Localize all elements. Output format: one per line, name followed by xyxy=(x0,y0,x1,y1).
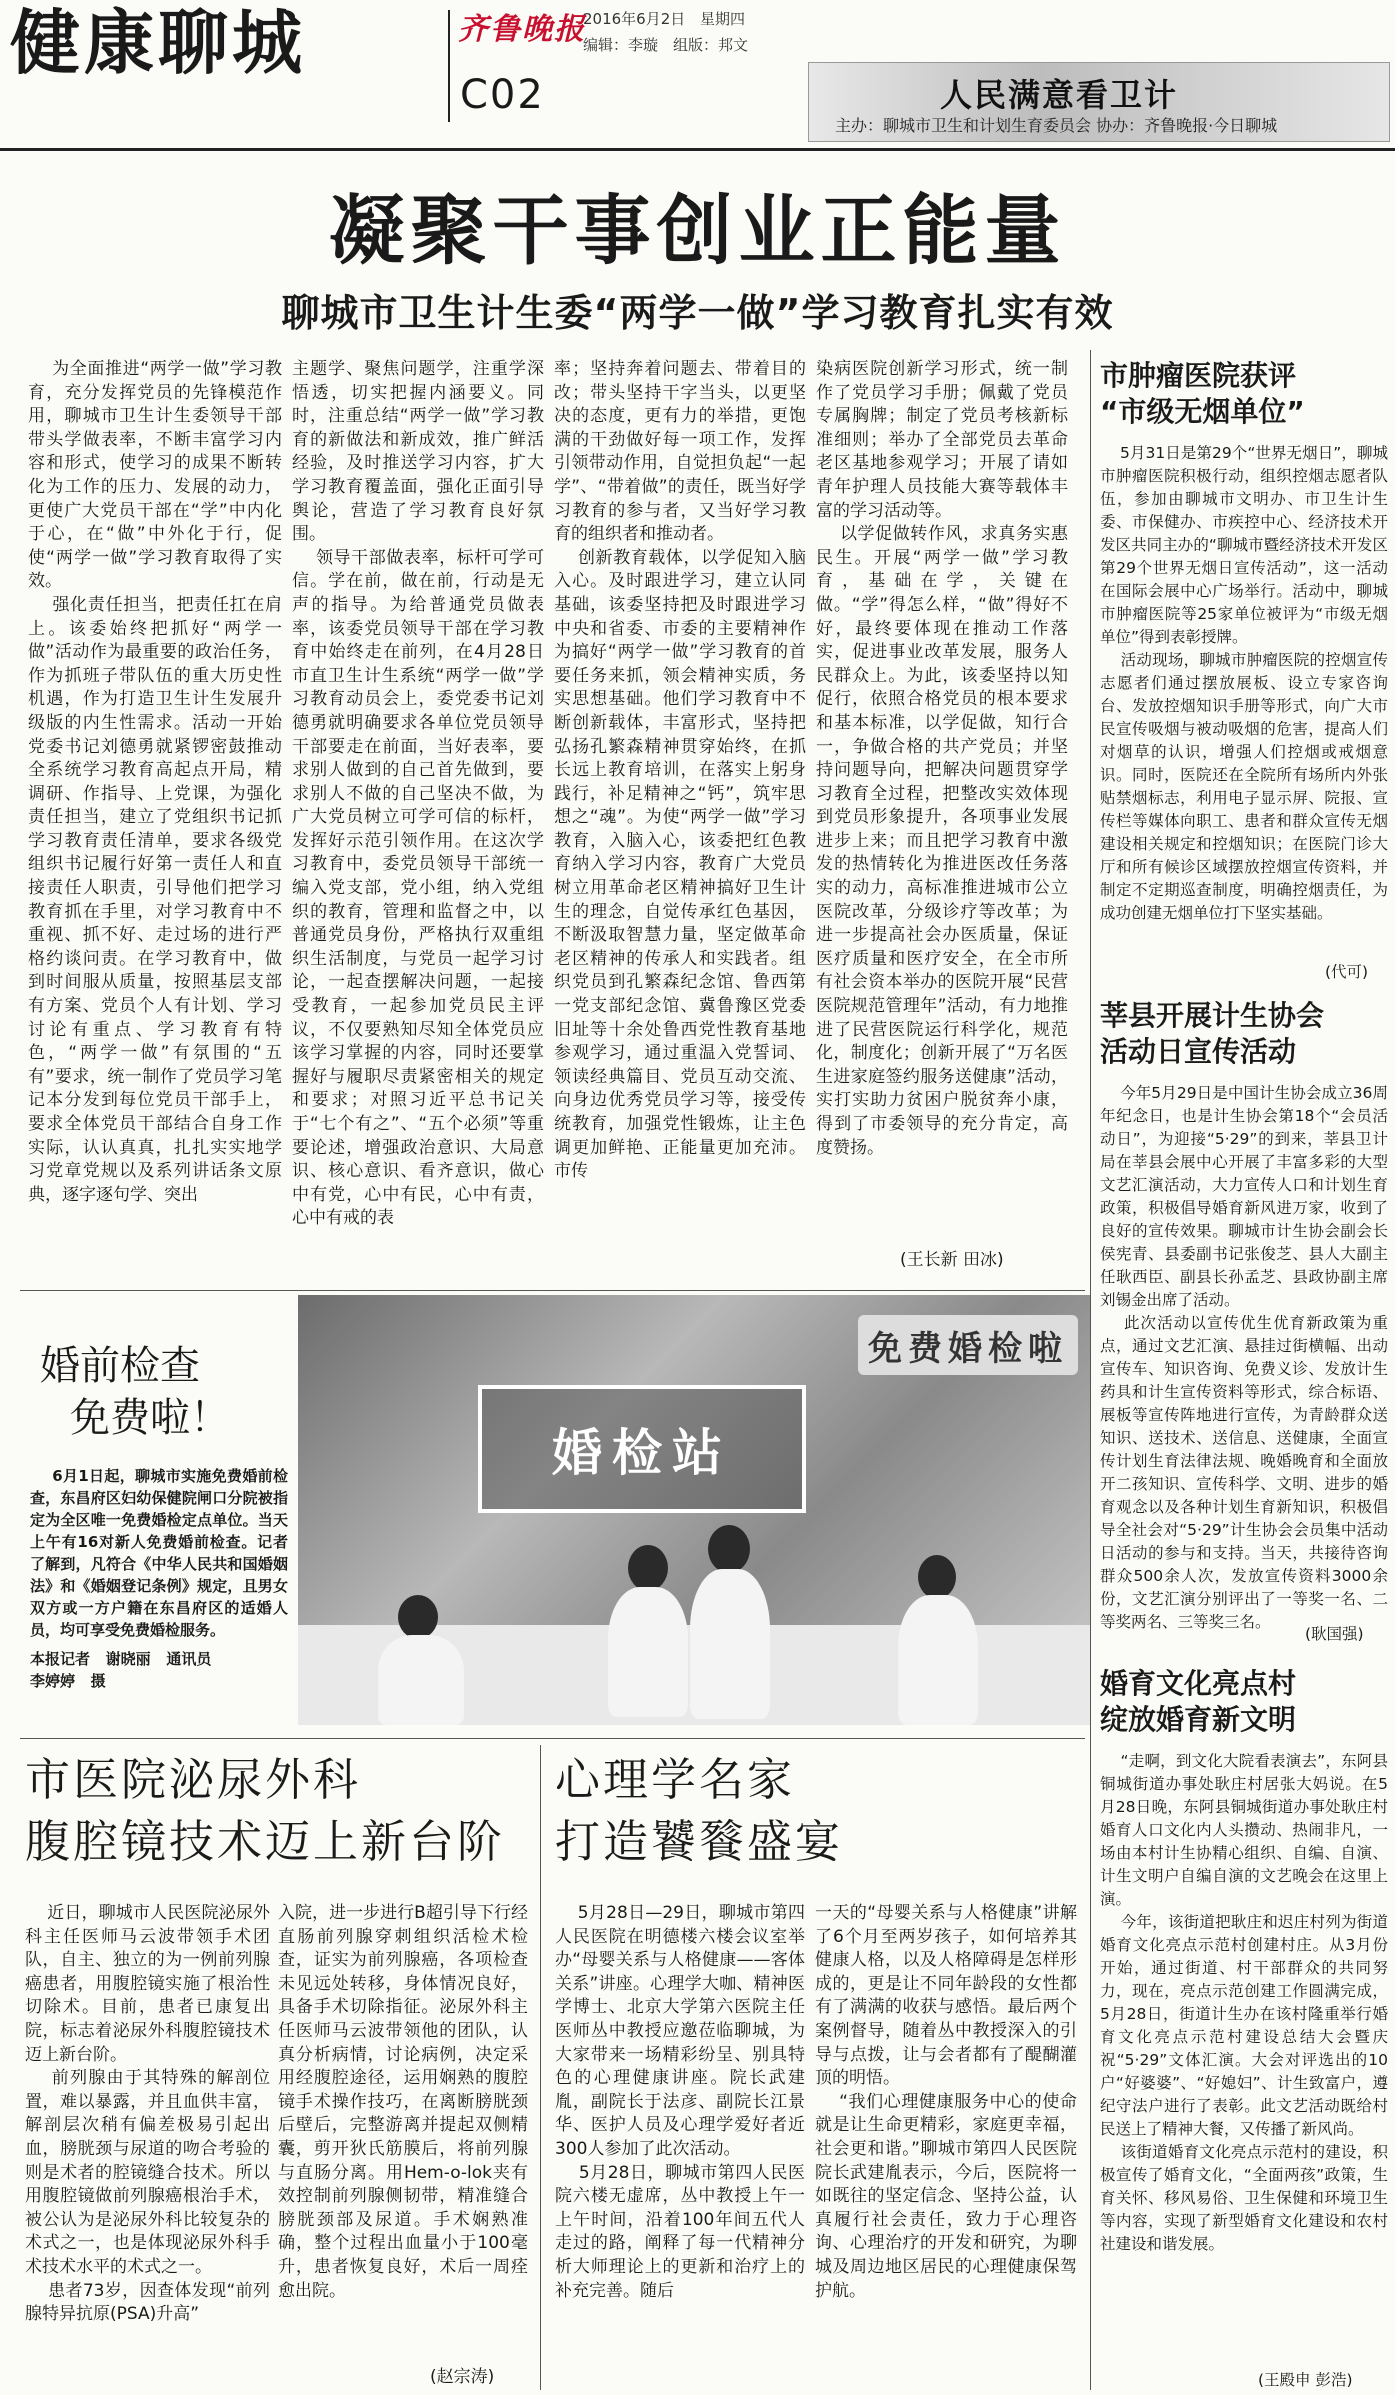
section-rule xyxy=(20,1290,1085,1291)
urology-column-1: 近日，聊城市人民医院泌尿外科主任医师马云波带领手术团队，自主、独立的为一例前列腺癌患者，用腹腔镜实施了根治性切除术。目前，患者已康复出院，标志着泌尿外科腹腔镜技术迈上新台阶。 前列腺由于其特殊的解剖位置，难以暴露，并且血供丰富，解剖层次稍有偏差极易引起出血，膀胱颈与尿道的吻合考验的则是术者的腔镜缝合技术。所以用腹腔镜做前列腺癌根治手术，被公认为是泌尿外科比较复杂的术式之一，也是体现泌尿外科手术技术水平的术式之一。 患者73岁，因查体发现“前列腺特异抗原(PSA)升高” xyxy=(25,1903,270,2325)
issue-weekday: 星期四 xyxy=(700,10,746,28)
marriage-check-photo xyxy=(298,1295,1090,1725)
urology-title-2: 腹腔镜技术迈上新台阶 xyxy=(25,1815,506,1868)
page-number: C02 xyxy=(460,72,545,118)
person-head xyxy=(628,1545,668,1591)
person-head xyxy=(398,1595,438,1639)
theme-banner-title: 人民满意看卫计 xyxy=(940,76,1179,114)
side3-title-1: 婚育文化亮点村 xyxy=(1100,1667,1297,1700)
lead-column-4: 染病医院创新学习形式，统一制作了党员学习手册；佩戴了党员专属胸牌；制定了党员考核新标准细则；举办了全部党员去革命老区基地参观学习；开展了请如青年护理人员技能大赛等载体丰富的学习活动等。 以学促做转作风，求真务实惠民生。开展“两学一做”学习教育，基础在学，关键在做。“学”得怎么样，“做”得好不好，最终要体现在推动工作落实，促进事业改革发展，服务人民群众上。为此，该委坚持以知促行，依照合格党员的根本要求和基本标准，以学促做，知行合一，争做合格的共产党员；并坚持问题导向，把解决问题贯穿学习教育全过程，把整改实效体现到党员形象提升，各项事业发展进步上来；而且把学习教育中激发的热情转化为推进医改任务落实的动力，高标准推进城市公立医院改革，分级诊疗等改革；为进一步提高社会办医质量，保证医疗质量和医疗安全，在全市所有社会资本举办的医院开展“民营医院规范管理年”活动，有力地推进了民营医院运行科学化，规范化，制度化；创新开展了“万名医生进家庭签约服务送健康”活动，实打实助力贫困户脱贫奔小康，得到了市委领导的充分肯定，高度赞扬。 xyxy=(816,359,1068,1158)
marriage-title-2: 免费啦！ xyxy=(70,1395,230,1441)
side3-body: “走啊，到文化大院看表演去”，东阿县铜城街道办事处耿庄村居张大妈说。在5月28日晚，东阿县铜城街道办事处耿庄村婚育人口文化内人头攒动、热闹非凡，一场由本村计生协精心组织、自编、自演、计生文明户自编自演的文艺晚会在这里上演。 今年，该街道把耿庄和迟庄村列为街道婚育文化亮点示范村创建村庄。从3月份开始，通过街道、村干部群众的共同努力，现在，亮点示范创建工作圆满完成，5月28日，街道计生办在该村隆重举行婚育文化亮点示范村建设总结大会暨庆祝“5·29”文体汇演。大会对评选出的10户“好婆婆”、“好媳妇”、计生致富户，遵纪守法户进行了表彰。此文艺活动既给村民送上了精神大餐，又传播了新风尚。 该街道婚育文化亮点示范村的建设，积极宣传了婚育文化，“全面两孩”政策，生育关怀、移风易俗、卫生保健和环境卫生等内容，实现了新型婚育文化建设和农村社建设和谐发展。 xyxy=(1100,1752,1388,2253)
column-divider xyxy=(540,1745,541,2390)
section-title: 健康聊城 xyxy=(10,1,306,84)
side1-byline: (代可) xyxy=(1325,963,1369,981)
masthead-divider xyxy=(448,10,450,122)
photo-wall-sign: 婚检站 xyxy=(478,1385,806,1513)
urology-column-2: 入院，进一步进行B超引导下行经直肠前列腺穿刺组织活检术检查，证实为前列腺癌，各项检查未见远处转移，身体情况良好，具备手术切除指征。泌尿外科主任医师马云波带领他的团队，认真分析病情，讨论病例，决定采用经腹腔途径，运用娴熟的腹腔镜手术操作技巧，在离断膀胱颈后壁后，完整游离并提起双侧精囊，剪开狄氏筋膜后，将前列腺与直肠分离。用Hem-o-lok夹有效控制前列腺侧韧带，精准缝合膀胱颈部及尿道。手术娴熟准确，整个过程出血量小于100毫升，患者恢复良好，术后一周痊愈出院。 xyxy=(278,1903,528,2301)
lead-headline: 凝聚干事创业正能量 xyxy=(328,186,1067,275)
side2-title-2: 活动日宣传活动 xyxy=(1100,1035,1297,1068)
newspaper-logo: 齐鲁晚报 xyxy=(458,12,586,47)
column-divider xyxy=(1090,350,1091,2390)
editor-credit: 编辑：李璇 xyxy=(583,36,659,54)
psych-column-2: 一天的“母婴关系与人格健康”讲解了6个月至两岁孩子，如何培养其健康人格，以及人格障碍是怎样形成的，更是让不同年龄段的女性都有了满满的收获与感悟。最后两个案例督导，随着丛中教授深入的引导与点拨，让与会者都有了醍醐灌顶的明悟。 “我们心理健康服务中心的使命就是让生命更精彩，家庭更幸福，社会更和谐。”聊城市第四人民医院院长武建胤表示，今后，医院将一如既往的坚定信念、坚持公益，认真履行社会责任，致力于心理咨询、心理治疗的开发和研究，为聊城及周边地区居民的心理健康保驾护航。 xyxy=(815,1903,1077,2301)
person-head xyxy=(708,1525,750,1573)
person-body xyxy=(378,1635,464,1725)
psych-column-1: 5月28日—29日，聊城市第四人民医院在明德楼六楼会议室举办“母婴关系与人格健康——客体关系”讲座。心理学大咖、精神医学博士、北京大学第六医院主任医师丛中教授应邀莅临聊城，为大家带来一场精彩纷呈、别具特色的心理健康讲座。院长武建胤，副院长于法彦、副院长江景华、医护人员及心理学爱好者近300人参加了此次活动。 5月28日，聊城市第四人民医院六楼无虚席，丛中教授上午一上午时间，沿着100年间五代人走过的路，阐释了每一代精神分析大师理论上的更新和治疗上的补充完善。随后 xyxy=(555,1903,805,2301)
side2-body: 今年5月29日是中国计生协会成立36周年纪念日，也是计生协会第18个“会员活动日”，为迎接“5·29”的到来，莘县卫计局在莘县会展中心开展了丰富多彩的大型文艺汇演活动，大力宣传人口和计划生育政策，积极倡导婚育新风进万家，收到了良好的宣传效果。聊城市计生协会副会长侯宪青、县委副书记张俊芝、县人大副主任耿西臣、副县长孙孟芝、县政协副主席刘锡金出席了活动。 此次活动以宣传优生优育新政策为重点，通过文艺汇演、悬挂过街横幅、出动宣传车、知识咨询、免费义诊、发放计生药具和计生宣传资料等形式，综合标语、展板等宣传阵地进行宣传，为青龄群众送知识、送技术、送信息、送健康，全面宣传计划生育法律法规、晚婚晚育和全面放开二孩知识、宣传科学、文明、进步的婚育观念以及各种计划生育新知识，积极倡导全社会对“5·29”计生协会会员集中活动日活动的参与和支持。当天，共接待咨询群众500余人次，发放宣传资料3000余份，文艺汇演分别评出了一等奖一名、二等奖两名、三等奖三名。 xyxy=(1100,1084,1388,1631)
marriage-credit: 本报记者 谢晓丽 通讯员 李婷婷 摄 xyxy=(30,1650,212,1690)
person-body xyxy=(608,1587,688,1717)
section-rule xyxy=(20,1738,1085,1739)
photo-banner-sign: 免费婚检啦 xyxy=(858,1315,1078,1375)
lead-byline: (王长新 田冰) xyxy=(900,1250,1004,1270)
side2-title-1: 莘县开展计生协会 xyxy=(1100,999,1325,1032)
psych-title-2: 打造饕餮盛宴 xyxy=(555,1815,844,1868)
lead-column-2: 主题学、聚焦问题学，注重学深悟透，切实把握内涵要义。同时，注重总结“两学一做”学习教育的新做法和新成效，推广鲜活经验，及时推送学习内容，扩大学习教育覆盖面，强化正面引导舆论，营造了学习教育良好氛围。 领导干部做表率，标杆可学可信。学在前，做在前，行动是无声的指导。为给普通党员做表率，该委党员领导干部在学习教育中始终走在前列，在4月28日市直卫生计生系统“两学一做”学习教育动员会上，委党委书记刘德勇就明确要求各单位党员领导干部要走在前面，当好表率，要求别人做到的自己首先做到，要求别人不做的自己坚决不做，为广大党员树立可学可信的标杆，发挥好示范引领作用。在这次学习教育中，委党员领导干部统一编入党支部，党小组，纳入党组织的教育，管理和监督之中，以普通党员身份，严格执行双重组织生活制度，与党员一起学习讨论，一起查摆解决问题，一起接受教育，一起参加党员民主评议，不仅要熟知尽知全体党员应该学习掌握的内容，同时还要掌握好与履职尽责紧密相关的规定和要求；对照习近平总书记关于“七个有之”、“五个必须”等重要论述，增强政治意识、大局意识、核心意识、看齐意识，做心中有党，心中有民，心中有责，心中有戒的表 xyxy=(292,359,544,1229)
lead-column-3: 率；坚持奔着问题去、带着目的改；带头坚持干字当头，以更坚决的态度，更有力的举措，更饱满的干劲做好每一项工作，发挥引领带动作用，自觉担负起“一起学”、“带着做”的责任，既当好学习教育的参与者，又当好学习教育的组织者和推动者。 创新教育载体，以学促知入脑入心。及时跟进学习，建立认同基础，该委坚持把及时跟进学习中央和省委、市委的主要精神作为搞好“两学一做”学习教育的首要任务来抓，领会精神实质，务实思想基础。他们学习教育中不断创新载体，丰富形式，坚持把弘扬孔繁森精神贯穿始终，在抓长远上教育培训，在落实上躬身践行，补足精神之“钙”，筑牢思想之“魂”。为使“两学一做”学习教育，入脑入心，该委把红色教育纳入学习内容，教育广大党员树立用革命老区精神搞好卫生计生的理念，自觉传承红色基因，不断汲取智慧力量，坚定做革命老区精神的传承人和实践者。组织党员到孔繁森纪念馆、鲁西第一党支部纪念馆、冀鲁豫区党委旧址等十余处鲁西党性教育基地参观学习，通过重温入党誓词、领读经典篇目、党员互动交流、向身边优秀党员学习等，接受传统教育，加强党性锻炼，让主色调更加鲜艳、正能量更加充沛。市传 xyxy=(554,359,806,1182)
side3-byline: (王殿申 彭浩) xyxy=(1258,2371,1353,2389)
designer-credit: 组版：邦文 xyxy=(673,36,749,54)
theme-banner-sponsors: 主办：聊城市卫生和计划生育委员会 协办：齐鲁晚报·今日聊城 xyxy=(835,116,1278,135)
person-body xyxy=(690,1569,770,1719)
urology-byline: (赵宗涛) xyxy=(430,2367,495,2387)
side1-body: 5月31日是第29个“世界无烟日”，聊城市肿瘤医院积极行动，组织控烟志愿者队伍，参加由聊城市文明办、市卫生计生委、市保健办、市疾控中心、经济技术开发区共同主办的“聊城市暨经济技术开发区第29个世界无烟日宣传活动”，这一活动在国际会展中心广场举行。活动中，聊城市肿瘤医院等25家单位被评为“市级无烟单位”得到表彰授牌。 活动现场，聊城市肿瘤医院的控烟宣传志愿者们通过摆放展板、设立专家咨询台、发放控烟知识手册等形式，向广大市民宣传吸烟与被动吸烟的危害，提高人们对烟草的认识，增强人们控烟或戒烟意识。同时，医院还在全院所有场所内外张贴禁烟标志，利用电子显示屏、院报、宣传栏等媒体向职工、患者和群众宣传无烟建设相关规定和控烟知识；在医院门诊大厅和所有候诊区域摆放控烟宣传资料，并制定不定期巡查制度，明确控烟责任，为成功创建无烟单位打下坚实基础。 xyxy=(1100,444,1388,922)
person-head xyxy=(918,1555,956,1599)
person-body xyxy=(898,1595,978,1725)
urology-title-1: 市医院泌尿外科 xyxy=(25,1753,362,1806)
side2-byline: (耿国强) xyxy=(1305,1625,1364,1643)
lead-column-1: 为全面推进“两学一做”学习教育，充分发挥党员的先锋模范作用，聊城市卫生计生委领导干部带头学做表率，不断丰富学习内容和形式，使学习的成果不断转化为工作的压力、发展的动力，更使广大党员干部在“学”中内化于心，在“做”中外化于行，促使“两学一做”学习教育取得了实效。 强化责任担当，把责任扛在肩上。该委始终把抓好“两学一做”活动作为最重要的政治任务，作为抓班子带队伍的重大历史性机遇，作为打造卫生计生发展升级版的内生性需求。活动一开始党委书记刘德勇就紧锣密鼓推动全系统学习教育高起点开局，精调研、作指导、上党课，为强化责任担当，建立了党组织书记抓学习教育责任清单，要求各级党组织书记履行好第一责任人和直接责任人职责，引导他们把学习教育抓在手里，对学习教育中不重视、抓不好、走过场的进行严格约谈问责。在学习教育中，做到时间服从质量，按照基层支部有方案、党员个人有计划、学习讨论有重点、学习教育有特色，“两学一做”有氛围的“五有”要求，统一制作了党员学习笔记本分发到每位党员干部手上，要求全体党员干部结合自身工作实际，认认真真，扎扎实实地学习党章党规以及系列讲话条文原典，逐字逐句学、突出 xyxy=(28,359,282,1205)
issue-date: 2016年6月2日 xyxy=(583,10,686,28)
side1-title-2: “市级无烟单位” xyxy=(1100,395,1305,428)
marriage-body: 6月1日起，聊城市实施免费婚前检查，东昌府区妇幼保健院闸口分院被指定为全区唯一免费婚检定点单位。当天上午有16对新人免费婚前检查。记者了解到，凡符合《中华人民共和国婚姻法》和《婚姻登记条例》规定，且男女双方或一方户籍在东昌府区的适婚人员，均可享受免费婚检服务。 xyxy=(30,1467,288,1639)
lead-subhead: 聊城市卫生计生委“两学一做”学习教育扎实有效 xyxy=(281,291,1114,335)
marriage-title-1: 婚前检查 xyxy=(40,1343,200,1389)
side1-title-1: 市肿瘤医院获评 xyxy=(1100,359,1297,392)
psych-title-1: 心理学名家 xyxy=(555,1753,796,1806)
side3-title-2: 绽放婚育新文明 xyxy=(1100,1703,1297,1736)
masthead-rule xyxy=(0,148,1395,151)
